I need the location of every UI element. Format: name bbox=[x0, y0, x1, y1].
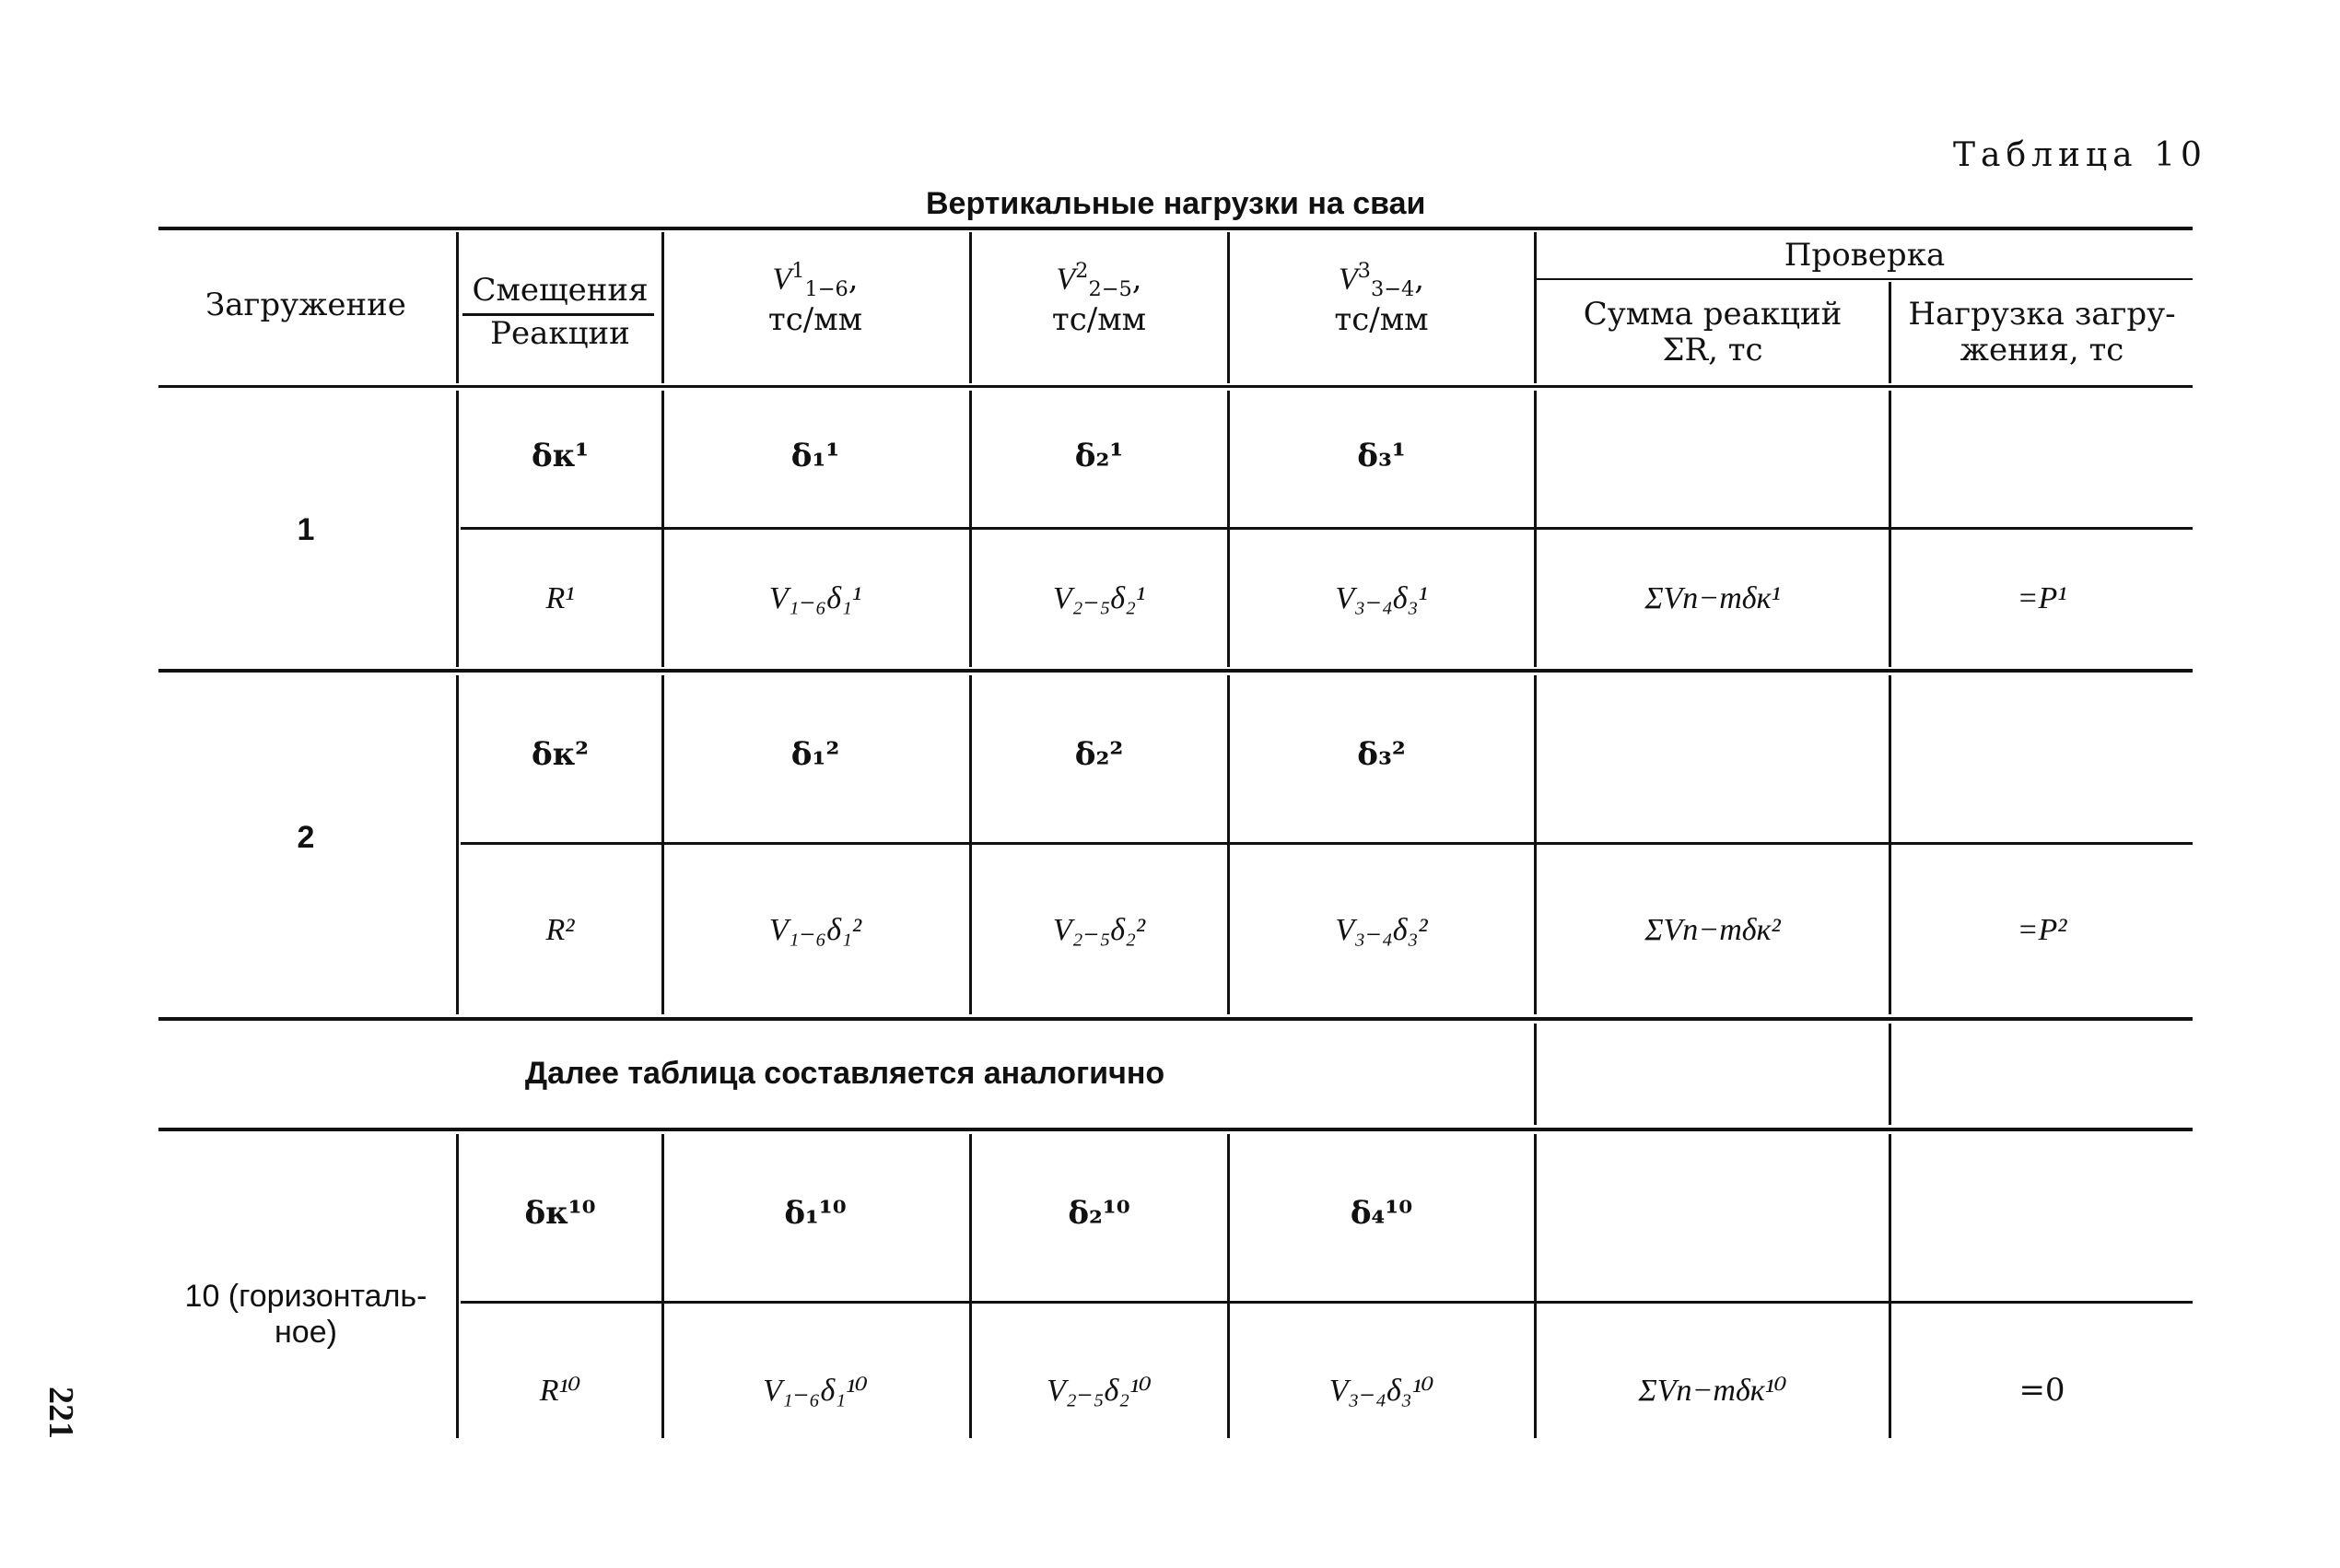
cell-sum: ΣVn−mδк² bbox=[1644, 913, 1781, 947]
header-check: Проверка bbox=[1784, 237, 1946, 274]
header-displacements: Смещения bbox=[472, 272, 649, 309]
cell-load: =P¹ bbox=[2017, 581, 2067, 615]
vline-g2-6 bbox=[1889, 675, 1891, 1014]
cell-reaction: V₁₋₆δ₁² bbox=[768, 913, 862, 947]
header-v25-sup: 2 bbox=[1075, 259, 1089, 283]
cell-reaction: V₂₋₅δ₂² bbox=[1052, 913, 1146, 947]
page-number: 221 bbox=[41, 1387, 80, 1439]
table-label: Таблица 10 bbox=[1953, 136, 2207, 174]
rule-top bbox=[158, 227, 2193, 230]
table-title: Вертикальные нагрузки на сваи bbox=[926, 186, 1426, 221]
cell-load: =P² bbox=[2017, 913, 2067, 947]
vline-g1-3 bbox=[969, 391, 972, 667]
cell-reaction: V₂₋₅δ₂¹⁰ bbox=[1047, 1374, 1152, 1408]
cell-displacement: δ₁¹⁰ bbox=[784, 1195, 847, 1232]
header-reactions: Реакции bbox=[490, 315, 630, 352]
vline-g1-6 bbox=[1889, 391, 1891, 667]
cell-displacement: δк² bbox=[531, 736, 590, 773]
vline-g1-4 bbox=[1227, 391, 1230, 667]
header-load bbox=[1891, 297, 2193, 369]
header-load-line1: Нагрузка загру- bbox=[1908, 296, 2176, 333]
header-v16-symbol: V bbox=[772, 262, 792, 297]
cell-sum: ΣVn−mδк¹ bbox=[1644, 581, 1781, 615]
rule-g3-mid bbox=[461, 1301, 2193, 1304]
header-v25-unit: тс/мм bbox=[1051, 300, 1147, 338]
header-loading: Загружение bbox=[205, 287, 406, 323]
header-v34-sub: 3−4 bbox=[1370, 277, 1415, 302]
header-v34-unit: тс/мм bbox=[1334, 300, 1429, 338]
vline-g1-2 bbox=[661, 391, 664, 667]
cell-reaction: R¹⁰ bbox=[539, 1374, 581, 1408]
cell-reaction: V₃₋₄δ₃² bbox=[1335, 913, 1428, 947]
cell-displacement: δ₁¹ bbox=[790, 438, 840, 474]
rule-g2-bottom bbox=[158, 1017, 2193, 1021]
rule-g1-bottom bbox=[158, 669, 2193, 673]
rule-header-bottom bbox=[158, 385, 2193, 388]
cell-displacement: δ₁² bbox=[790, 736, 840, 773]
header-v34-symbol: V bbox=[1338, 262, 1358, 297]
header-sum-reactions bbox=[1537, 297, 1889, 369]
cell-displacement: δ₂² bbox=[1074, 736, 1124, 773]
vline-c-2 bbox=[1889, 1024, 1891, 1125]
cell-reaction: V₃₋₄δ₃¹⁰ bbox=[1328, 1374, 1434, 1408]
cell-displacement: δк¹⁰ bbox=[524, 1195, 596, 1232]
vline-g2-3 bbox=[969, 675, 972, 1014]
header-v34: $V^3_{3-4}$, тс/мм bbox=[1334, 259, 1429, 338]
group-label: 2 bbox=[297, 820, 315, 855]
vline-g2-4 bbox=[1227, 675, 1230, 1014]
vline-g2-1 bbox=[456, 675, 459, 1014]
cell-reaction: V₁₋₆δ₁¹ bbox=[768, 581, 862, 615]
cell-sum: ΣVn−mδк¹⁰ bbox=[1638, 1374, 1787, 1408]
vline-g2-5 bbox=[1534, 675, 1537, 1014]
vline-c-1 bbox=[1534, 1024, 1537, 1125]
cell-load: =0 bbox=[2018, 1372, 2065, 1409]
vline-g1-5 bbox=[1534, 391, 1537, 667]
cell-displacement: δ₂¹⁰ bbox=[1068, 1195, 1130, 1232]
header-v16: $V^1_{1-6}$, тс/мм bbox=[767, 259, 863, 338]
header-sum-reactions-line1: Сумма реакций bbox=[1583, 296, 1843, 333]
cell-reaction: R² bbox=[545, 913, 575, 947]
cell-reaction: V₁₋₆δ₁¹⁰ bbox=[763, 1374, 868, 1408]
cell-reaction: R¹ bbox=[545, 581, 575, 615]
header-sum-reactions-line2: ΣR, тс bbox=[1662, 332, 1763, 369]
cell-displacement: δк¹ bbox=[531, 438, 590, 474]
cell-displacement: δ₄¹⁰ bbox=[1350, 1195, 1413, 1232]
cell-reaction: V₂₋₅δ₂¹ bbox=[1052, 581, 1146, 615]
cell-displacement: δ₂¹ bbox=[1074, 438, 1124, 474]
rule-g1-mid bbox=[461, 527, 2193, 530]
cell-reaction: V₃₋₄δ₃¹ bbox=[1335, 581, 1428, 615]
group-label: 10 (горизонталь- ное) bbox=[184, 1279, 427, 1351]
header-v16-sub: 1−6 bbox=[804, 277, 848, 302]
rule-check-under bbox=[1534, 278, 2193, 280]
header-v25-symbol: V bbox=[1056, 262, 1076, 297]
header-v34-sup: 3 bbox=[1357, 259, 1371, 283]
header-load-line2: жения, тс bbox=[1960, 332, 2124, 369]
header-v16-unit: тс/мм bbox=[767, 300, 863, 338]
cell-displacement: δ₃² bbox=[1357, 736, 1406, 773]
header-v25: $V^2_{2-5}$, тс/мм bbox=[1051, 259, 1147, 338]
rule-g2-mid bbox=[461, 842, 2193, 845]
vline-g2-2 bbox=[661, 675, 664, 1014]
rule-continuation-bottom bbox=[158, 1128, 2193, 1131]
header-v25-sub: 2−5 bbox=[1088, 277, 1132, 302]
header-v16-sup: 1 bbox=[791, 259, 805, 283]
cell-displacement: δ₃¹ bbox=[1357, 438, 1406, 474]
group-label: 1 bbox=[297, 512, 315, 547]
continuation-note: Далее таблица составляется аналогично bbox=[524, 1056, 1165, 1091]
vline-g1-1 bbox=[456, 391, 459, 667]
